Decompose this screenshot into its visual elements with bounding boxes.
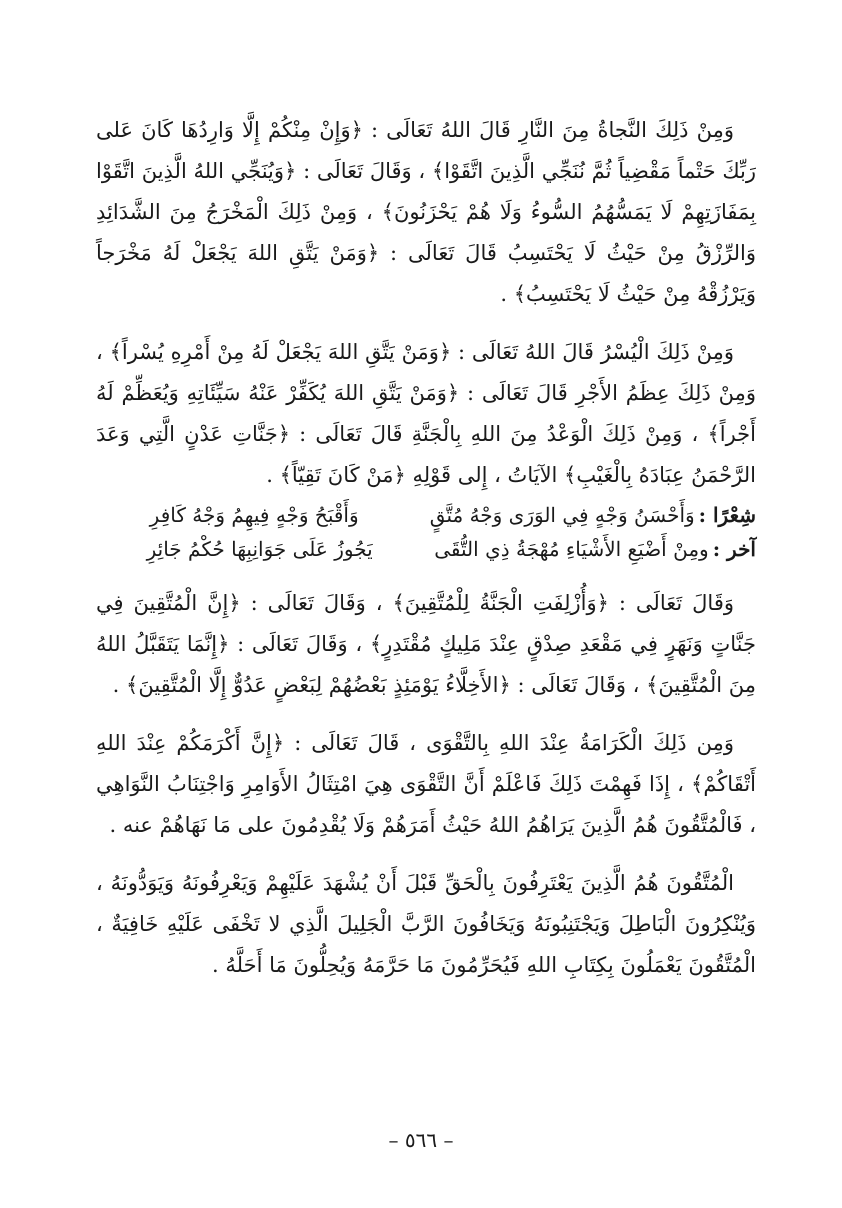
paragraph-salvation: وَمِنْ ذَلِكَ النَّجاةُ مِنَ النَّارِ قَالَ اللهُ تَعَالَى : ﴿وَإِنْ مِنْكُمْ إِلَّا وَارِدُهَا كَانَ عَلى رَبِّكَ حَتْماً مَقْضِياً ثُمَّ نُنَجِّي الَّذِينَ اتَّقَوْا﴾ ، وَقَالَ تَعَالَى : ﴿وَيُنَجِّي اللهُ الَّذِينَ اتَّقَوْا بِمَفَازَتِهِمْ لَا يَمَسُّهُمُ السُّوءُ وَلَا هُمْ يَحْزَنُونَ﴾ ، وَمِنْ ذَلِكَ الْمَخْرَجُ مِنَ الشَّدَائِدِ وَالرِّزْقُ مِنْ حَيْثُ لَا يَحْتَسِبُ قَالَ تَعَالَى : ﴿وَمَنْ يَتَّقِ اللهَ يَجْعَلْ لَهُ مَخْرَجاً وَيَرْزُقْهُ مِنْ حَيْثُ لَا يَحْتَسِبُ﴾ . <box>96 118 756 306</box>
poem-hemistich-second: وَأَقْبَحُ وَجْهٍ فِيهِمُ وَجْهُ كَافِرِ <box>149 503 359 527</box>
paragraph-honor: وَمِن ذَلِكَ الْكَرَامَةُ عِنْدَ اللهِ بِالتَّقْوَى ، قَالَ تَعَالَى : ﴿إِنَّ أَكْرَمَكُمْ عِنْدَ اللهِ أَتْقَاكُمْ﴾ ، إِذَا فَهِمْتَ ذَلِكَ فَاعْلَمْ أَنَّ التَّقْوَى هِيَ امْتِثَالُ الأَوَامِرِ وَاجْتِنَابُ النَّوَاهِي ، فَالْمُتَّقُونَ هُمُ الَّذِينَ يَرَاهُمُ اللهُ حَيْثُ أَمَرَهُمْ وَلَا يُقْدِمُونَ على مَا نَهَاهُمْ عنه . <box>96 731 756 837</box>
poem-hemistich-first: وَأَحْسَنُ وَجْهٍ فِي الوَرَى وَجْهُ مُتَّقٍ <box>429 503 695 527</box>
paragraph-gap <box>96 315 756 332</box>
poem-hemistich-first: ومِنْ أَضْيَعِ الأَشْيَاءِ مُهْجَةُ ذِي التُّقَى <box>434 537 709 561</box>
poem-label: آخر : <box>712 537 756 561</box>
poem-verse <box>96 498 756 532</box>
page-body <box>96 110 756 986</box>
page-number: – ٥٦٦ – <box>388 1128 454 1152</box>
poem-hemistich-second: يَجُوزُ عَلَى جَوَانِبِهَا حُكْمُ جَائِرِ <box>146 537 373 561</box>
paragraph-paradise: وَقَالَ تَعَالَى : ﴿وَأُزْلِفَتِ الْجَنَّةُ لِلْمُتَّقِينَ﴾ ، وَقَالَ تَعَالَى : ﴿إِنَّ الْمُتَّقِينَ فِي جَنَّاتٍ وَنَهَرٍ فِي مَقْعَدِ صِدْقٍ عِنْدَ مَلِيكٍ مُقْتَدِرٍ﴾ ، وَقَالَ تَعَالَى : ﴿إِنَّمَا يَتَقَبَّلُ اللهُ مِنَ الْمُتَّقِينَ﴾ ، وَقَالَ تَعَالَى : ﴿الأَخِلَّاءُ يَوْمَئِذٍ بَعْضُهُمْ لِبَعْضٍ عَدُوٌّ إِلَّا الْمُتَّقِينَ﴾ . <box>96 591 756 697</box>
paragraph-gap <box>96 706 756 723</box>
poem-label: شِعْرًا : <box>698 503 756 527</box>
paragraph-ease: وَمِنْ ذَلِكَ الْيُسْرُ قَالَ اللهُ تَعَالَى : ﴿وَمَنْ يَتَّقِ اللهَ يَجْعَلْ لَهُ مِنْ أَمْرِهِ يُسْراً﴾ ، وَمِنْ ذَلِكَ عِظَمُ الأَجْرِ قَالَ تَعَالَى : ﴿وَمَنْ يَتَّقِ اللهَ يُكَفِّرْ عَنْهُ سَيِّئَاتِهِ وَيُعَظِّمْ لَهُ أَجْراً﴾ ، وَمِنْ ذَلِكَ الْوَعْدُ مِنَ اللهِ بِالْجَنَّةِ قَالَ تَعَالَى : ﴿جَنَّاتِ عَدْنٍ الَّتِي وَعَدَ الرَّحْمَنُ عِبَادَهُ بِالْغَيْبِ﴾ الآيَاتُ ، إِلى قَوْلِهِ ﴿مَنْ كَانَ تَقِيّاً﴾ . <box>96 340 756 487</box>
poem-verse <box>96 532 756 566</box>
paragraph-pious-definition: الْمُتَّقُونَ هُمُ الَّذِينَ يَعْتَرِفُونَ بِالْحَقِّ قَبْلَ أَنْ يُشْهَدَ عَلَيْهِمْ وَيَعْرِفُونَهُ وَيَوَدُّونَهُ ، وَيُنْكِرُونَ الْبَاطِلَ وَيَجْتَنِبُونَهُ وَيَخَافُونَ الرَّبَّ الْجَلِيلَ الَّذِي لا تَخْفَى عَلَيْهِ خَافِيَةٌ ، الْمُتَّقُونَ يَعْمَلُونَ بِكِتَابِ اللهِ فَيُحَرِّمُونَ مَا حَرَّمَهُ وَيُحِلُّونَ مَا أَحَلَّهُ . <box>96 871 756 977</box>
poem-block <box>96 498 756 566</box>
paragraph-gap <box>96 846 756 863</box>
paragraph-gap <box>96 566 756 583</box>
